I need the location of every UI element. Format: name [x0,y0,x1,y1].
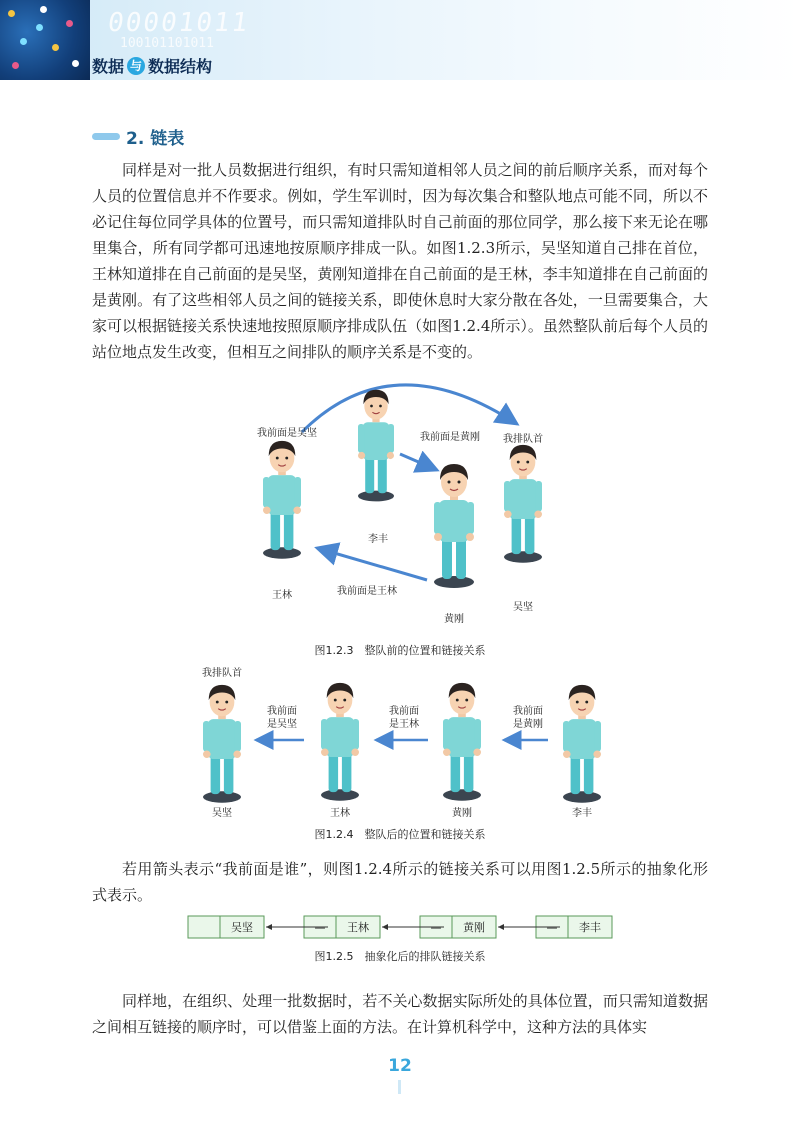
paragraph-2 [92,856,708,908]
bubble-li-2b: 是黄刚 [513,719,543,730]
page-header [0,0,800,80]
bubble-huang: 我前面是王林 [337,586,397,597]
figure2-caption: 图1.2.4 整队后的位置和链接关系 [314,828,486,841]
paragraph-1-text: 同样是对一批人员数据进行组织，有时只需知道相邻人员之间的前后顺序关系，而对每个人员的位置信息并不作要求。例如，学生军训时，因为每次集合和整队地点可能不同，所以不必记住每位同学具体的位置号，而只需知道排队时自己前面的那位同学，那么接下来无论在哪里集合，所有同学都可迅速地按原顺序排成一队。如图1.2.3所示，吴坚知道自己排在首位，王林知道排在自己前面的是吴坚，黄刚知道排在自己前面的是王林，李丰知道排在自己前面的是黄刚。有了这些相邻人员之间的链接关系，即使休息时大家分散在各处，一旦需要集合，大家可以根据链接关系快速地按照原顺序排成队伍（如图1.2.4所示）。虽然整队前后每个人员的站位地点发生改变，但相互之间排队的顺序关系是不变的。 [92,161,708,361]
node-2-pointer: — [430,921,442,934]
paragraph-3-text: 同样地，在组织、处理一批数据时，若不关心数据实际所处的具体位置，而只需知道数据之间相互链接的顺序时，可以借鉴上面的方法。在计算机科学中，这种方法的具体实 [92,992,708,1036]
name-huang: 黄刚 [444,614,464,625]
paragraph-1 [92,157,708,365]
figure3-caption: 图1.2.5 抽象化后的排队链接关系 [314,950,486,963]
bubble-wang: 我前面是吴坚 [257,428,317,439]
bubble-wang-2b: 是吴坚 [267,719,297,730]
section-title: 2. 链表 [126,129,185,149]
chapter-title-connector: 与 [127,57,145,75]
figure-linked-list [186,914,614,940]
node-0-name: 吴坚 [231,921,253,934]
figure-before-lineup [232,362,568,630]
bubble-wu: 我排队首 [503,434,543,445]
node-2-name: 黄刚 [463,921,485,934]
figure-after-lineup [176,662,622,822]
page-number: 12 [388,1056,412,1076]
node-1-name: 王林 [347,921,369,934]
bubble-li: 我前面是黄刚 [420,432,480,443]
binary-decoration-small: 100101101011 [120,36,214,51]
network-people-image [0,0,90,80]
page-number-bar [398,1080,401,1094]
list-node-0 [188,916,264,938]
section-bar-decoration [92,133,120,140]
section-heading [92,124,184,149]
bubble-wang-2a: 我前面 [267,706,297,717]
bubble-wu-2: 我排队首 [202,668,242,679]
node-3-pointer: — [546,921,558,934]
name-wang: 王林 [272,590,292,601]
bubble-huang-2b: 是王林 [389,719,419,730]
name-wang-2: 王林 [330,808,350,819]
binary-decoration: 00001011 [105,8,252,38]
bubble-huang-2a: 我前面 [389,706,419,717]
name-wu-2: 吴坚 [212,808,232,819]
chapter-title-part1: 数据 [92,57,125,76]
node-1-pointer: — [314,921,326,934]
chapter-title-part2: 数据结构 [148,57,213,76]
paragraph-2-text: 若用箭头表示“我前面是谁”，则图1.2.4所示的链接关系可以用图1.2.5所示的抽象化形式表示。 [92,860,708,904]
figure1-caption: 图1.2.3 整队前的位置和链接关系 [314,644,486,657]
name-li-2: 李丰 [572,808,592,819]
name-wu: 吴坚 [513,602,533,613]
paragraph-3 [92,988,708,1040]
node-3-name: 李丰 [579,921,601,934]
name-huang-2: 黄刚 [452,808,472,819]
bubble-li-2a: 我前面 [513,706,543,717]
name-li: 李丰 [368,534,388,545]
chapter-title [92,54,212,77]
